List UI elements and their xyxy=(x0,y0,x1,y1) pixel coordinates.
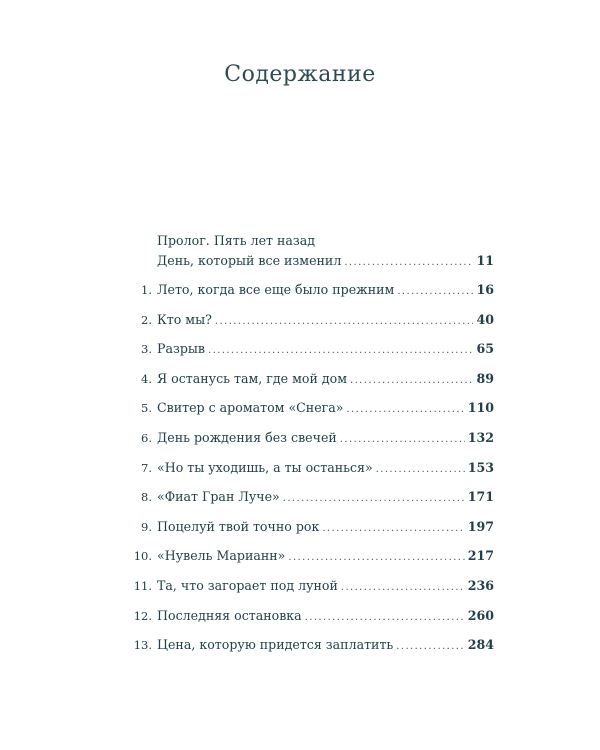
toc-chapter-entry[interactable] xyxy=(132,370,494,390)
toc-page-number: 217 xyxy=(467,548,494,564)
toc-chapter-title: Та, что загорает под луной xyxy=(157,577,338,593)
dot-leader xyxy=(396,638,464,656)
toc-chapter-entry[interactable] xyxy=(132,281,494,301)
toc-prologue-heading xyxy=(132,232,494,250)
toc-page-number: 40 xyxy=(476,311,494,327)
toc-chapter-entry[interactable] xyxy=(132,547,494,567)
toc-chapter-number: 10. xyxy=(133,549,152,564)
toc-chapter-title: «Нувель Марианн» xyxy=(157,548,286,564)
toc-chapter-entry[interactable] xyxy=(132,459,494,479)
toc-page-number: 65 xyxy=(476,341,494,357)
toc-chapter-number: 11. xyxy=(133,578,152,593)
toc-page-number: 236 xyxy=(467,577,494,593)
toc-chapter-title: День рождения без свечей xyxy=(157,429,337,445)
toc-chapter-list xyxy=(132,281,494,656)
toc-page-number: 132 xyxy=(467,429,494,445)
page-title: Содержание xyxy=(224,62,376,87)
toc-chapter-title: Разрыв xyxy=(157,341,206,357)
toc-chapter-number: 1. xyxy=(141,283,152,297)
toc-chapter-number: 7. xyxy=(141,460,152,475)
toc-chapter-number: 2. xyxy=(141,312,152,327)
toc-chapter-title: «Фиат Гран Луче» xyxy=(157,489,280,505)
toc-page-number: 153 xyxy=(467,459,494,475)
toc-chapter-title: Я останусь там, где мой дом xyxy=(157,370,347,386)
toc-chapter-number: 6. xyxy=(141,430,152,445)
dot-leader xyxy=(341,579,465,597)
toc-prologue-title: Пролог. Пять лет назад xyxy=(157,233,316,248)
toc-page-number: 171 xyxy=(467,489,494,505)
dot-leader xyxy=(397,283,473,301)
toc-page-number: 110 xyxy=(467,400,494,416)
toc-chapter-number: 13. xyxy=(133,638,152,653)
dot-leader xyxy=(346,401,464,419)
toc-chapter-entry[interactable] xyxy=(132,399,494,419)
toc-chapter-number: 8. xyxy=(141,490,152,505)
toc-chapter-title: Поцелуй твой точно рок xyxy=(157,518,320,534)
toc-page-number: 11 xyxy=(476,253,494,268)
toc-chapter-title: Цена, которую придется заплатить xyxy=(157,637,394,653)
toc-chapter-entry[interactable] xyxy=(132,607,494,627)
toc-chapter-number: 9. xyxy=(141,519,152,534)
toc-page-number: 16 xyxy=(476,282,494,297)
toc-chapter-number: 3. xyxy=(141,342,152,357)
dot-leader xyxy=(288,549,464,567)
toc-page-number: 284 xyxy=(467,637,494,653)
toc-chapter-title: Лето, когда все еще было прежним xyxy=(157,282,395,297)
toc-chapter-entry[interactable] xyxy=(132,518,494,538)
toc-chapter-entry[interactable] xyxy=(132,636,494,656)
dot-leader xyxy=(208,342,473,360)
toc-chapter-entry[interactable] xyxy=(132,311,494,331)
toc-chapter-entry[interactable] xyxy=(132,488,494,508)
toc-chapter-title: Свитер с ароматом «Снега» xyxy=(157,400,344,416)
toc-chapter-number: 4. xyxy=(141,371,152,386)
table-of-contents xyxy=(132,232,494,666)
toc-chapter-number: 12. xyxy=(133,608,152,623)
dot-leader xyxy=(340,431,465,449)
dot-leader xyxy=(376,461,465,479)
dot-leader xyxy=(215,313,474,331)
dot-leader xyxy=(283,490,465,508)
toc-chapter-entry[interactable] xyxy=(132,429,494,449)
toc-page-number: 197 xyxy=(467,518,494,534)
toc-chapter-entry[interactable] xyxy=(132,340,494,360)
toc-chapter-title: Кто мы? xyxy=(157,311,212,327)
toc-page-number: 260 xyxy=(467,607,494,623)
toc-prologue-entry[interactable] xyxy=(132,252,494,272)
toc-page-number: 89 xyxy=(476,370,494,386)
dot-leader xyxy=(344,254,473,272)
toc-chapter-entry[interactable] xyxy=(132,577,494,597)
toc-chapter-title: Последняя остановка xyxy=(157,607,302,623)
toc-prologue-subtitle: День, который все изменил xyxy=(157,253,342,268)
dot-leader xyxy=(305,609,465,627)
toc-chapter-number: 5. xyxy=(141,401,152,416)
dot-leader xyxy=(350,372,473,390)
dot-leader xyxy=(322,520,464,538)
toc-chapter-title: «Но ты уходишь, а ты останься» xyxy=(157,459,373,475)
